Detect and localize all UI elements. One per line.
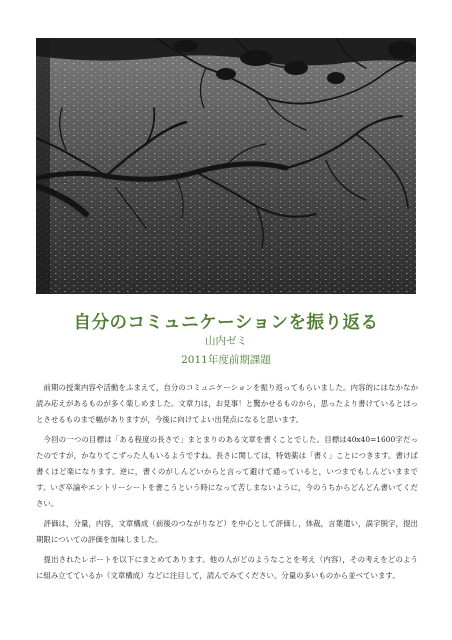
paragraph: 提出されたレポートを以下にまとめてあります。他の人がどのようなことを考え（内容），その考えをどのように組み立てているか（文章構成）などに注目して，読んでみてください。分量の多いものから並べています。 <box>36 555 418 580</box>
paragraph: 前期の授業内容や活動をふまえて，自分のコミュニケーションを振り返ってもらいました。内容的にはなかなか読み応えがあるものが多く楽しめました。文章力は，お見事！と驚かせるものから，思ったより書けているとほっとさせるものまで幅がありますが，今後に向けてよい出発点になると思います。 <box>36 383 418 424</box>
paragraph: 評価は，分量，内容，文章構成（前後のつながりなど）を中心として評価し，体裁，言葉遣い，誤字脱字，提出期限についての評価を加味しました。 <box>36 519 418 544</box>
body-text <box>36 380 418 588</box>
lake-photo <box>36 38 416 294</box>
page-title: 自分のコミュニケーションを振り返る <box>73 313 379 333</box>
author-label: 山内ゼミ <box>205 335 247 347</box>
paragraph: 今回の一つの目標は「ある程度の長さで」まとまりのある文章を書くことでした。目標は40x40=1600字だったのですが，かなりてこずった人もいるようですね。長さに関しては，特効薬は「書く」ことにつきます。書けば書くほど楽になります。逆に，書くのがしんどいからと言って避けて通っていると，いつまでもしんどいままです。いざ卒論やエントリーシートを書こうという時になって苦しまないように，今のうちからどんどん書いてください。 <box>36 435 418 508</box>
page-subtitle: 2011年度前期課題 <box>181 354 271 366</box>
